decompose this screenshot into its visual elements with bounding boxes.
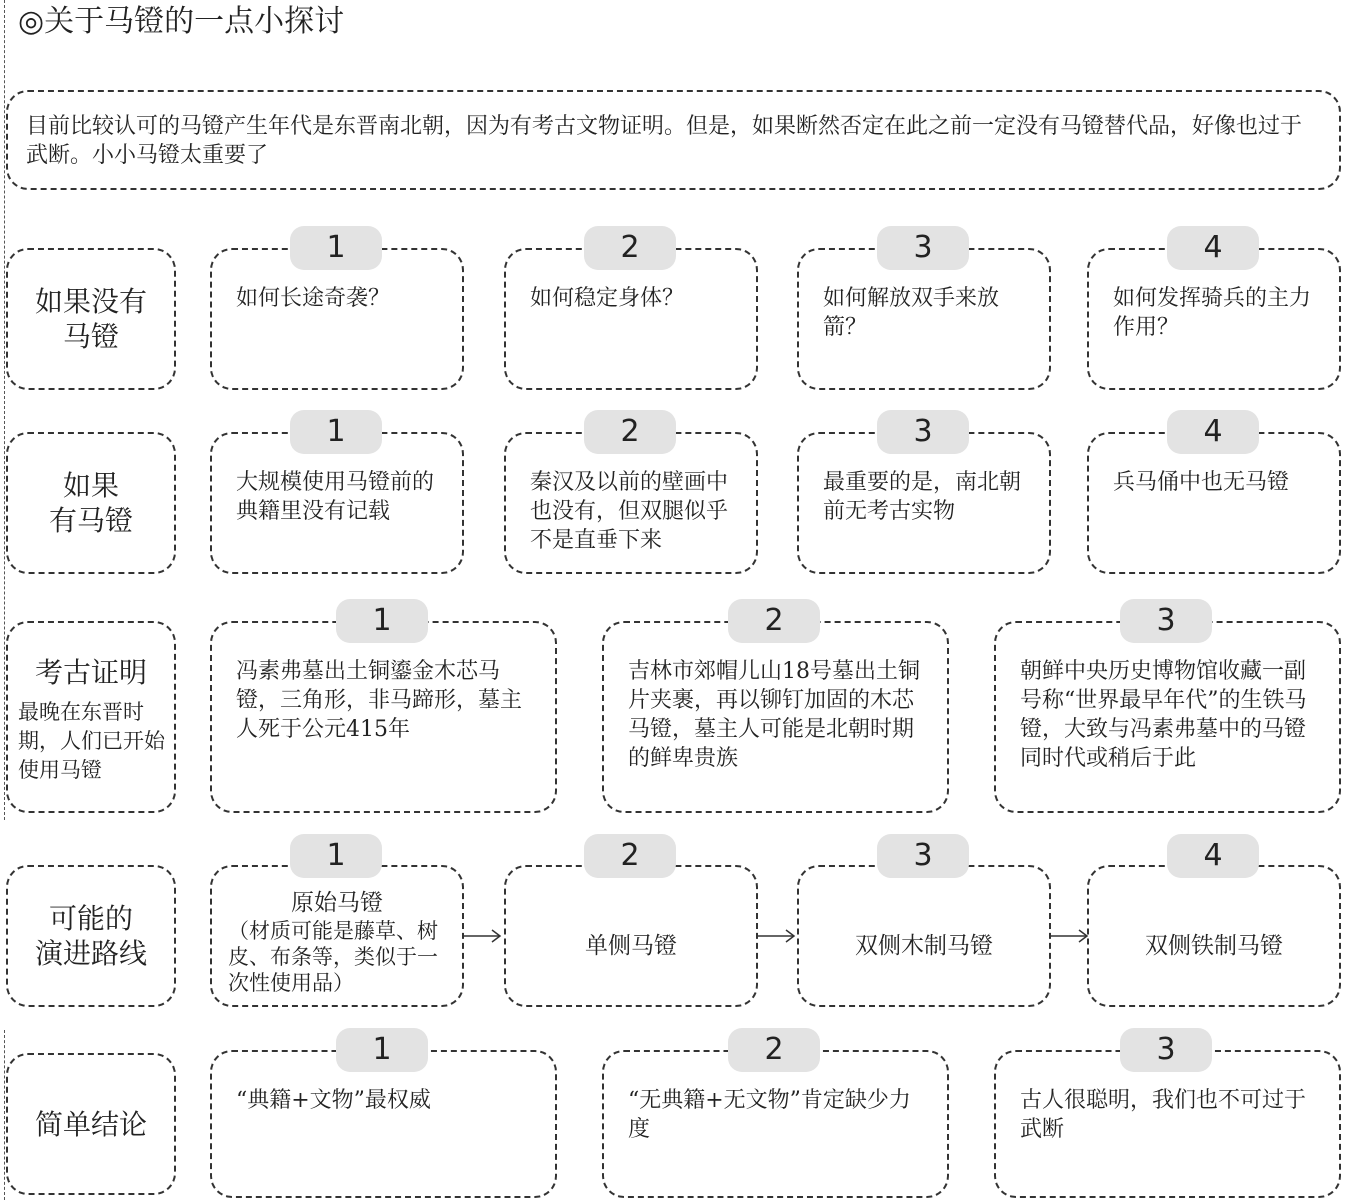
- number-tab: 1: [336, 599, 428, 643]
- intro-panel: [6, 90, 1341, 190]
- stage-title: 单侧马镫: [585, 933, 677, 959]
- number-tab: 2: [584, 410, 676, 454]
- row-label-evolution: [6, 865, 176, 1007]
- number-tab: 4: [1167, 226, 1259, 270]
- evidence-card-3: [994, 621, 1341, 813]
- card-text: “无典籍+无文物”肯定缺少力度: [628, 1088, 911, 1142]
- number-tab: 1: [290, 834, 382, 878]
- card-text: 冯素弗墓出土铜鎏金木芯马镫，三角形，非马蹄形，墓主人死于公元415年: [236, 659, 523, 742]
- number-tab: 1: [336, 1028, 428, 1072]
- stage-title: 双侧铁制马镫: [1145, 933, 1283, 959]
- arrow-right-icon: [758, 929, 796, 943]
- page-title: ◎关于马镫的一点小探讨: [18, 4, 345, 39]
- stage-card-4: [1087, 865, 1341, 1007]
- number-tab: 4: [1167, 834, 1259, 878]
- card-text: 如何发挥骑兵的主力作用？: [1113, 286, 1312, 340]
- number-tab: 2: [584, 834, 676, 878]
- card-text: 大规模使用马镫前的典籍里没有记载: [236, 470, 435, 524]
- row-label-no-stirrup: [6, 248, 176, 390]
- stage-card-2: [504, 865, 758, 1007]
- evidence-card-1: [210, 621, 557, 813]
- number-tab: 3: [1120, 1028, 1212, 1072]
- row-label-text: 可能的 演进路线: [34, 902, 147, 970]
- stage-card-3: [797, 865, 1051, 1007]
- card-text: 如何长途奇袭？: [236, 286, 391, 311]
- card-text: 如何解放双手来放箭？: [823, 286, 1000, 340]
- number-tab: 3: [1120, 599, 1212, 643]
- evidence-card-2: [602, 621, 949, 813]
- row-sublabel-text: 最晚在东晋时期，人们已开始使用马镫: [18, 700, 165, 782]
- card-text: 兵马俑中也无马镫: [1113, 470, 1290, 495]
- card-text: “典籍+文物”最权威: [236, 1088, 431, 1113]
- intro-text: 目前比较认可的马镫产生年代是东晋南北朝，因为有考古文物证明。但是，如果断然否定在此之前一定没有马镫替代品，好像也过于武断。小小马镫太重要了: [26, 114, 1303, 168]
- left-guide-line-lower: [4, 1030, 5, 1200]
- stage-description: （材质可能是藤草、树皮、布条等，类似于一次性使用品）: [228, 919, 438, 995]
- left-guide-line: [4, 0, 5, 820]
- conclusion-card-2: [602, 1050, 949, 1198]
- number-tab: 2: [728, 1028, 820, 1072]
- card-text: 秦汉及以前的壁画中也没有，但双腿似乎不是直垂下来: [530, 470, 729, 553]
- conclusion-card-3: [994, 1050, 1341, 1198]
- card-text: 古人很聪明，我们也不可过于武断: [1020, 1088, 1307, 1142]
- number-tab: 3: [877, 226, 969, 270]
- arrow-right-icon: [1051, 929, 1089, 943]
- row-label-text: 简单结论: [34, 1107, 147, 1141]
- arrow-right-icon: [464, 929, 502, 943]
- row-label-text: 如果 有马镫: [48, 469, 133, 537]
- stage-card-1: [210, 865, 464, 1007]
- number-tab: 3: [877, 410, 969, 454]
- number-tab: 3: [877, 834, 969, 878]
- card-text: 如何稳定身体？: [530, 286, 685, 311]
- number-tab: 1: [290, 410, 382, 454]
- number-tab: 1: [290, 226, 382, 270]
- row-label-conclusion: [6, 1053, 176, 1195]
- number-tab: 2: [584, 226, 676, 270]
- conclusion-card-1: [210, 1050, 557, 1198]
- row-label-archaeology: [6, 621, 176, 813]
- number-tab: 2: [728, 599, 820, 643]
- row-label-with-stirrup: [6, 432, 176, 574]
- stage-title: 原始马镫: [291, 890, 383, 916]
- row-label-text: 考古证明: [34, 656, 147, 689]
- card-text: 最重要的是，南北朝前无考古实物: [823, 470, 1022, 524]
- stage-title: 双侧木制马镫: [855, 933, 993, 959]
- card-text: 吉林市郊帽儿山18号墓出土铜片夹裹，再以铆钉加固的木芯马镫，墓主人可能是北朝时期的鲜卑贵族: [628, 659, 920, 771]
- card-text: 朝鲜中央历史博物馆收藏一副号称“世界最早年代”的生铁马镫，大致与冯素弗墓中的马镫同时代或稍后于此: [1020, 659, 1307, 771]
- row-label-text: 如果没有 马镫: [34, 285, 147, 353]
- number-tab: 4: [1167, 410, 1259, 454]
